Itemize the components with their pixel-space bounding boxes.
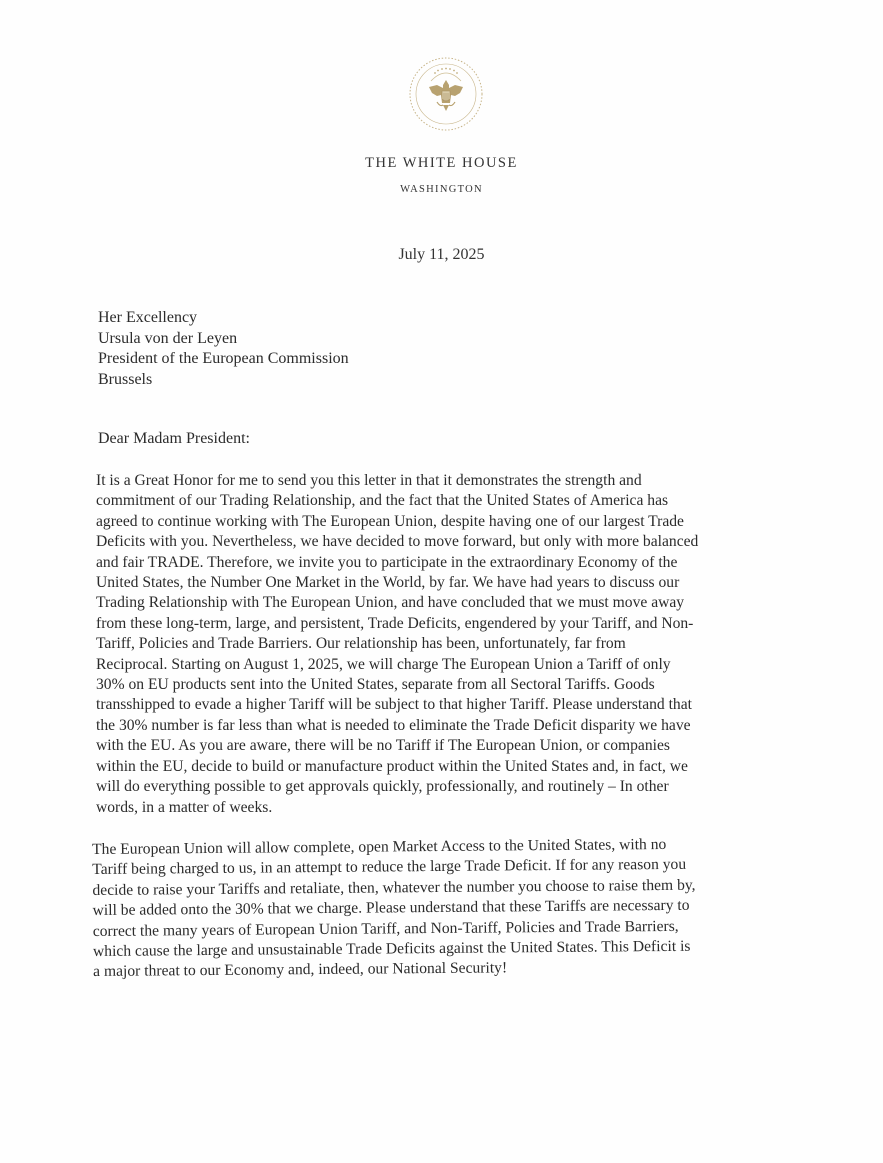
text-line: the 30% number is far less than what is needed to eliminate the Trade Deficit disparity we have bbox=[96, 716, 691, 734]
salutation: Dear Madam President: bbox=[98, 430, 250, 447]
recipient-line: Ursula von der Leyen bbox=[98, 329, 238, 347]
text-line: Tariff, Policies and Trade Barriers. Our relationship has been, unfortunately, far from bbox=[96, 635, 626, 653]
letterhead-city: WASHINGTON bbox=[400, 184, 483, 195]
text-line: It is a Great Honor for me to send you this letter in that it demonstrates the strength and bbox=[96, 472, 642, 489]
text-line: decide to raise your Tariffs and retaliate, then, whatever the number you choose to raise them by, bbox=[92, 876, 696, 899]
body-paragraph-1 bbox=[96, 471, 786, 818]
text-line: with the EU. As you are aware, there will be no Tariff if The European Union, or companies bbox=[96, 737, 670, 755]
text-line: correct the many years of European Union Tariff, and Non-Tariff, Policies and Trade Barriers, bbox=[92, 917, 679, 940]
text-line: will be added onto the 30% that we charge. Please understand that these Tariffs are necessary to bbox=[92, 897, 690, 920]
text-line: commitment of our Trading Relationship, and the fact that the United States of America has bbox=[96, 492, 669, 510]
text-line: transshipped to evade a higher Tariff will be subject to that higher Tariff. Please understand that bbox=[96, 696, 692, 714]
text-line: agreed to continue working with The European Union, despite having one of our largest Trade bbox=[96, 512, 684, 530]
text-line: and fair TRADE. Therefore, we invite you to participate in the extraordinary Economy of the bbox=[96, 553, 678, 571]
text-line: Deficits with you. Nevertheless, we have decided to move forward, but only with more balanced bbox=[96, 533, 699, 551]
presidential-seal-icon bbox=[407, 55, 485, 133]
text-line: will do everything possible to get approvals quickly, professionally, and routinely – In other bbox=[96, 778, 669, 796]
recipient-line: President of the European Commission bbox=[98, 350, 349, 367]
text-line: which cause the large and unsustainable Trade Deficits against the United States. This Deficit is bbox=[92, 937, 691, 961]
text-line: Reciprocal. Starting on August 1, 2025, we will charge The European Union a Tariff of only bbox=[96, 655, 671, 673]
recipient-line: Her Excellency bbox=[98, 309, 198, 326]
letter-date: July 11, 2025 bbox=[398, 246, 485, 263]
recipient-line: Brussels bbox=[98, 370, 153, 388]
text-line: a major threat to our Economy and, indeed, our National Security! bbox=[93, 959, 508, 981]
body-paragraph-2 bbox=[92, 834, 783, 983]
letterhead-organization: THE WHITE HOUSE bbox=[365, 155, 518, 171]
text-line: Trading Relationship with The European Union, and have concluded that we must move away bbox=[96, 594, 685, 612]
text-line: from these long-term, large, and persistent, Trade Deficits, engendered by your Tariff, and Non- bbox=[96, 614, 694, 632]
text-line: United States, the Number One Market in the World, by far. We have had years to discuss our bbox=[96, 574, 680, 592]
text-line: within the EU, decide to build or manufacture product within the United States and, in fact, we bbox=[96, 757, 688, 775]
recipient-address bbox=[98, 308, 349, 390]
text-line: words, in a matter of weeks. bbox=[96, 798, 273, 816]
text-line: Tariff being charged to us, in an attempt to reduce the large Trade Deficit. If for any reason you bbox=[92, 856, 687, 879]
text-line: 30% on EU products sent into the United States, separate from all Sectoral Tariffs. Goods bbox=[96, 676, 655, 694]
text-line: The European Union will allow complete, open Market Access to the United States, with no bbox=[92, 835, 667, 858]
